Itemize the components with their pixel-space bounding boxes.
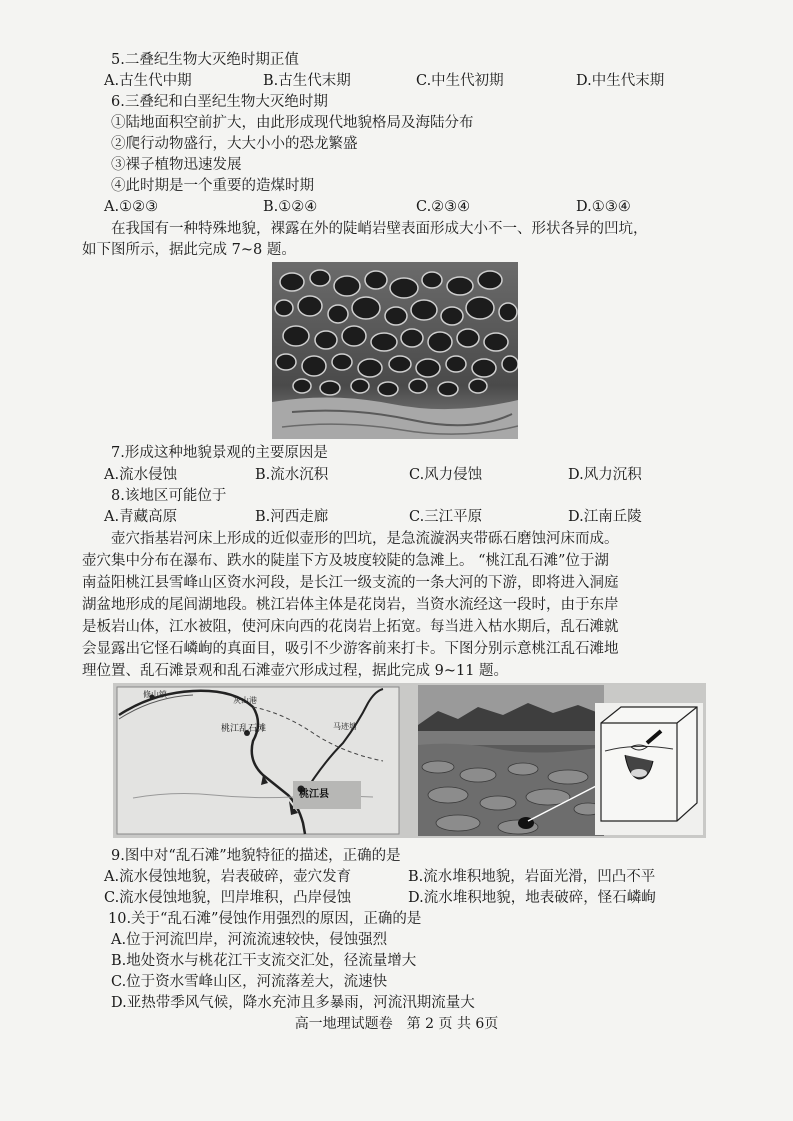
map-label-top-left: 修山镇	[143, 690, 167, 699]
q7-option-a: A.流水侵蚀	[104, 467, 178, 483]
q6-statement-4: ④此时期是一个重要的造煤时期	[111, 178, 314, 194]
q9-option-a: A.流水侵蚀地貌，岩表破碎，壶穴发育	[104, 869, 352, 885]
q6-option-b: B.①②④	[263, 199, 318, 215]
q8-option-a: A.青藏高原	[104, 509, 178, 525]
q9-option-b: B.流水堆积地貌，岩面光滑，凹凸不平	[408, 869, 656, 885]
intro-9-11-line1: 壶穴指基岩河床上形成的近似壶形的凹坑，是急流漩涡夹带砾石磨蚀河床而成。	[111, 531, 619, 547]
pothole-formation-diagram	[595, 703, 703, 835]
page-footer: 高一地理试题卷 第 2 页 共 6页	[294, 1016, 499, 1032]
q10-stem: 10.关于“乱石滩”侵蚀作用强烈的原因，正确的是	[108, 911, 422, 927]
q7-option-c: C.风力侵蚀	[409, 467, 483, 483]
q6-option-a: A.①②③	[104, 199, 159, 215]
q8-option-b: B.河西走廊	[255, 509, 329, 525]
intro-7-8-line2: 如下图所示，据此完成 7~8 题。	[82, 242, 296, 258]
q9-option-c: C.流水侵蚀地貌，凹岸堆积，凸岸侵蚀	[104, 890, 352, 906]
q7-option-d: D.风力沉积	[568, 467, 642, 483]
intro-9-11-line5: 是板岩山体，江水被阻，使河床向西的花岗岩上拓宽。每当进入枯水期后，乱石滩就	[82, 619, 619, 635]
q9-stem: 9.图中对“乱石滩”地貌特征的描述，正确的是	[111, 848, 401, 864]
q9-option-d: D.流水堆积地貌，地表破碎，怪石嶙峋	[408, 890, 656, 906]
intro-9-11-line6: 会显露出它怪石嶙峋的真面目，吸引不少游客前来打卡。下图分别示意桃江乱石滩地	[82, 641, 619, 657]
intro-9-11-line3: 南益阳桃江县雪峰山区资水河段，是长江一级支流的一条大河的下游，即将进入洞庭	[82, 575, 619, 591]
q6-statement-1: ①陆地面积空前扩大，由此形成现代地貌格局及海陆分布	[111, 115, 474, 131]
q5-option-c: C.中生代初期	[416, 73, 504, 89]
map-label-top-mid: 灰山港	[233, 696, 257, 705]
intro-9-11-line7: 理位置、乱石滩景观和乱石滩壶穴形成过程，据此完成 9~11 题。	[82, 663, 509, 679]
q10-option-a: A.位于河流凹岸，河流流速较快，侵蚀强烈	[111, 932, 388, 948]
intro-9-11-line2: 壶穴集中分布在瀑布、跌水的陡崖下方及坡度较陡的急滩上。 “桃江乱石滩”位于湖	[82, 553, 609, 569]
map-label-right: 马迹塘	[333, 722, 357, 731]
map-label-taojiang-county: 桃江县	[299, 789, 329, 800]
q8-option-d: D.江南丘陵	[568, 509, 642, 525]
figure-panel	[113, 683, 706, 838]
q5-option-a: A.古生代中期	[104, 73, 192, 89]
honeycomb-rock-photo	[272, 262, 518, 439]
intro-7-8-line1: 在我国有一种特殊地貌，裸露在外的陡峭岩壁表面形成大小不一、形状各异的凹坑，	[111, 221, 648, 237]
q10-option-d: D.亚热带季风气候，降水充沛且多暴雨，河流汛期流量大	[111, 995, 475, 1011]
q6-stem: 6.三叠纪和白垩纪生物大灭绝时期	[111, 94, 328, 110]
q10-option-c: C.位于资水雪峰山区，河流落差大，流速快	[111, 974, 388, 990]
q5-stem: 5.二叠纪生物大灭绝时期正值	[111, 52, 299, 68]
intro-9-11-line4: 湖盆地形成的尾闾湖地段。桃江岩体主体是花岗岩，当资水流经这一段时，由于东岸	[82, 597, 619, 613]
q6-option-d: D.①③④	[576, 199, 631, 215]
luanshitan-landscape-photo	[418, 685, 604, 836]
honeycomb-rock-illustration	[272, 262, 518, 439]
q5-option-d: D.中生代末期	[576, 73, 665, 89]
q8-stem: 8.该地区可能位于	[111, 488, 227, 504]
q6-statement-3: ③裸子植物迅速发展	[111, 157, 242, 173]
location-map	[113, 683, 403, 838]
q7-option-b: B.流水沉积	[255, 467, 329, 483]
q7-stem: 7.形成这种地貌景观的主要原因是	[111, 445, 328, 461]
q8-option-c: C.三江平原	[409, 509, 483, 525]
q10-option-b: B.地处资水与桃花江干支流交汇处，径流量增大	[111, 953, 417, 969]
map-label-luanshitan: 桃江乱石滩	[221, 723, 267, 733]
q6-statement-2: ②爬行动物盛行，大大小小的恐龙繁盛	[111, 136, 358, 152]
q6-option-c: C.②③④	[416, 199, 471, 215]
q5-option-b: B.古生代末期	[263, 73, 351, 89]
